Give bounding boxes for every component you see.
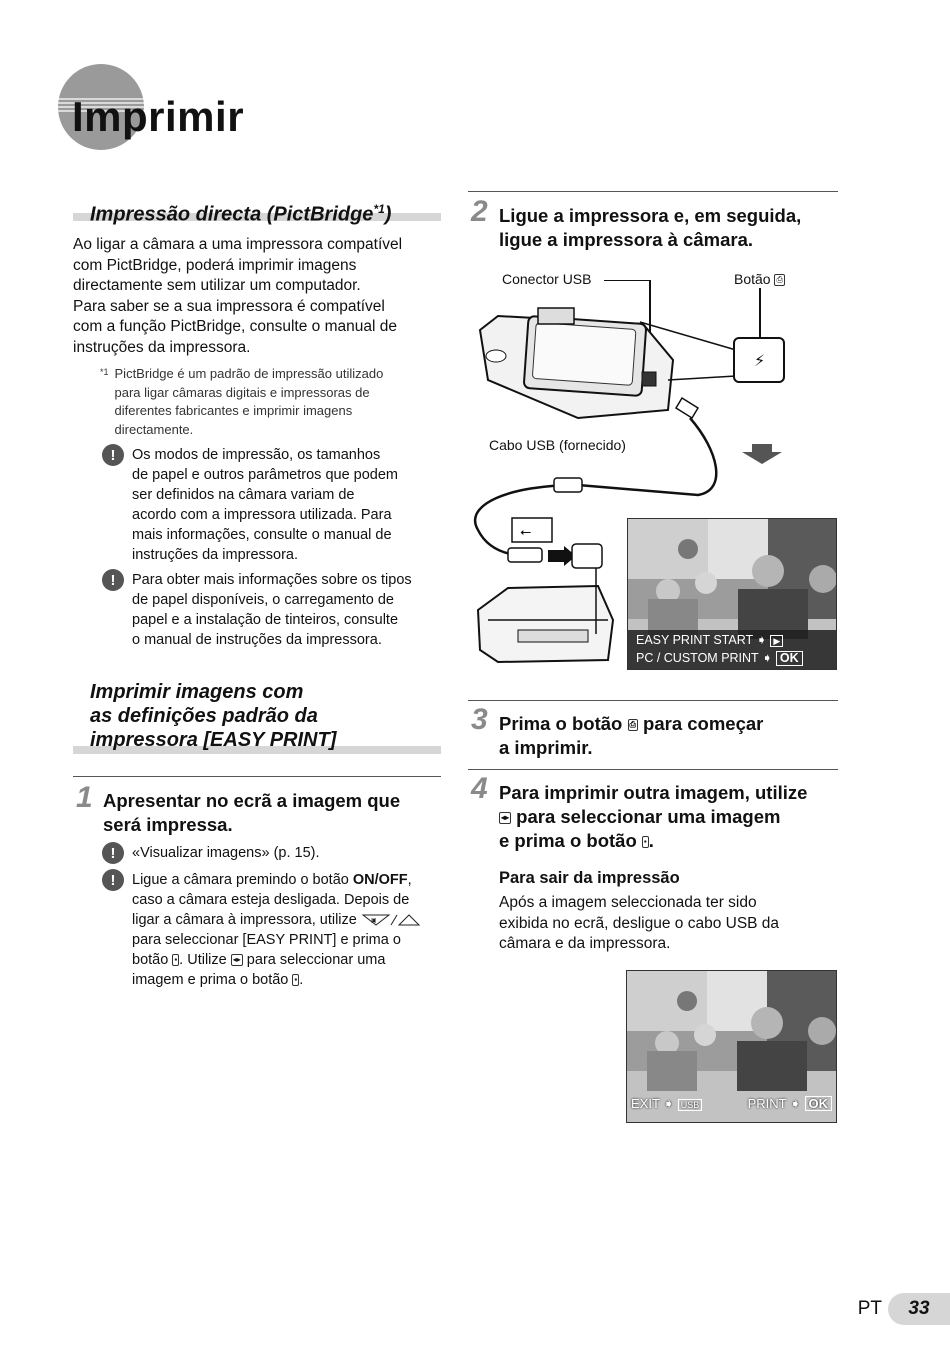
print-button-icon: ⎙ (629, 720, 636, 730)
step-number: 3 (471, 703, 488, 736)
printer-icon (478, 568, 613, 662)
left-right-arrows-icon: ◂▸ (232, 955, 241, 965)
screen-print-overlay: EXIT ➧ USB PRINT ➧ OK (627, 1096, 836, 1112)
note-view-images: ! «Visualizar imagens» (p. 15). (102, 843, 442, 864)
language-label: PT (857, 1298, 882, 1319)
svg-text:▣: ▣ (370, 917, 377, 925)
left-right-arrows-icon: ◂▸ (501, 813, 510, 823)
section-intro-paragraph: Ao ligar a câmara a uma impressora compatível com PictBridge, poderá imprimir imagens directamente sem utilizar um computador. Para saber se a sua impressora é compatível com a função PictBridge, consulte o manual de instruções da impressora. (73, 236, 403, 356)
step-divider (468, 769, 838, 770)
step-number: 4 (471, 772, 488, 805)
caution-icon: ! (102, 869, 124, 891)
step-1-title: Apresentar no ecrã a imagem que será impressa. (103, 790, 401, 835)
label-print-button: Botão ⎙ (734, 271, 783, 287)
step-3-title: Prima o botão ⎙ para começar a imprimir. (499, 713, 764, 758)
caution-icon: ! (102, 842, 124, 864)
usb-symbol-icon (512, 518, 552, 542)
step-4-title: Para imprimir outra imagem, utilize ◂▸ para seleccionar uma imagem e prima o botão ▪ . (499, 782, 808, 851)
usb-icon: USB (678, 1099, 703, 1111)
svg-text:⚡: ⚡ (754, 351, 766, 370)
ok-func-icon: ▪ (643, 837, 647, 847)
caution-icon: ! (102, 569, 124, 591)
caution-icon: ! (102, 444, 124, 466)
step-divider (73, 776, 441, 777)
page-title: Imprimir (72, 93, 245, 140)
svg-text:⭠: ⭠ (520, 524, 532, 540)
section-title-pictbridge: Impressão directa (PictBridge$^{*1}$) (90, 202, 392, 226)
playback-icon: ▶ (770, 635, 783, 647)
ok-func-icon: ▪ (174, 955, 178, 965)
arrow-up-down-icon (361, 913, 421, 927)
screen-menu-overlay: EASY PRINT START ➧ ▶ PC / CUSTOM PRINT ➧ OK (628, 630, 836, 669)
label-usb-connector: Conector USB (502, 271, 592, 287)
footnote: *1 PictBridge é um padrão de impressão utilizado para ligar câmaras digitais e impressoras de diferentes fabricantes e imprimir imagens directamente. (100, 366, 384, 437)
camera-screen-easy-print (627, 518, 837, 670)
step-2-title: Ligue a impressora e, em seguida, ligue a impressora à câmara. (499, 205, 802, 250)
ok-func-icon: ▪ (294, 975, 298, 985)
step-number: 2 (471, 195, 488, 228)
exit-printing-heading: Para sair da impressão (499, 869, 680, 887)
print-button-icon: ⎙ (776, 275, 783, 285)
step-divider (468, 700, 838, 701)
camera-screen-print (626, 970, 837, 1123)
exit-printing-text: Após a imagem seleccionada ter sido exibida no ecrã, desligue o cabo USB da câmara e da impressora. (499, 894, 780, 952)
label-usb-cable: Cabo USB (fornecido) (489, 437, 626, 453)
section-title-easy-print: Imprimir imagens com as definições padrão da impressora [EASY PRINT] (90, 681, 337, 751)
camera-icon (480, 308, 673, 418)
note-paper-types: ! Para obter mais informações sobre os tipos de papel disponíveis, o carregamento de papel e a instalação de tinteiros, consulte o manual de instruções da impressora. (102, 570, 442, 650)
page-number: 33 (888, 1293, 950, 1325)
step-divider (468, 191, 838, 192)
note-print-modes: ! Os modos de impressão, os tamanhos de papel e outros parâmetros que podem ser definidos na câmara variam de acordo com a impressora utilizada. Para mais informações, consulte o manual de instruções da impressora. (102, 445, 442, 565)
on-off-label: ON/OFF (352, 872, 408, 888)
note-power-on: ! Ligue a câmara premindo o botão ON/OFF, caso a câmara esteja desligada. Depois de ligar a câmara à impressora, utilize ▣ para seleccionar [EASY PRINT] e prima o botão ▪ . Utilize ◂▸ para seleccionar uma imagem e prima o botão ▪ . (102, 870, 447, 990)
step-number: 1 (76, 781, 93, 814)
